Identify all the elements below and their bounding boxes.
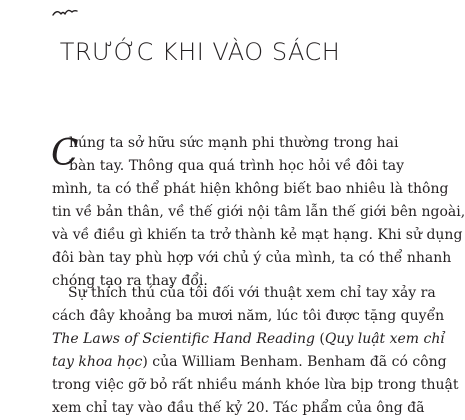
text-line: bàn tay. Thông qua quá trình học hỏi về đôi tay: [69, 158, 405, 174]
paragraph-2: [52, 282, 459, 420]
text-line: [52, 351, 447, 374]
text-line: [52, 328, 445, 351]
text-line: Sự thích thú của tôi đối với thuật xem chỉ tay xảy ra: [68, 285, 436, 301]
text-fragment: (: [314, 331, 325, 347]
bird-icon: [52, 6, 78, 20]
text-line: đôi bàn tay phù hợp với chủ ý của mình, ta có thể nhanh: [52, 250, 452, 266]
book-title-vietnamese: Quy luật xem chỉ: [324, 331, 445, 347]
text-line: trong việc gỡ bỏ rất nhiều mánh khóe lừa bịp trong thuật: [52, 377, 459, 393]
text-line: chóng tạo ra thay đổi.: [52, 273, 208, 289]
text-line: xem chỉ tay vào đầu thế kỷ 20. Tác phẩm của ông đã: [52, 400, 425, 416]
text-line: tin về bản thân, về thế giới nội tâm lẫn thế giới bên ngoài,: [52, 204, 465, 220]
text-fragment: ) của William Benham. Benham đã có công: [142, 354, 447, 370]
drop-cap-letter: C: [51, 133, 79, 174]
text-line: mình, ta có thể phát hiện không biết bao nhiêu là thông: [52, 181, 449, 197]
chapter-title: TRƯỚC KHI VÀO SÁCH: [59, 38, 341, 66]
text-line: cách đây khoảng ba mươi năm, lúc tôi được tặng quyển: [52, 308, 445, 324]
book-title-vietnamese-end: tay khoa học: [52, 354, 143, 370]
book-title-english: The Laws of Scientific Hand Reading: [52, 331, 315, 347]
text-line: và về điều gì khiến ta trở thành kẻ mạt hạng. Khi sử dụng: [52, 227, 463, 243]
text-line: húng ta sở hữu sức mạnh phi thường trong hai: [69, 135, 399, 151]
